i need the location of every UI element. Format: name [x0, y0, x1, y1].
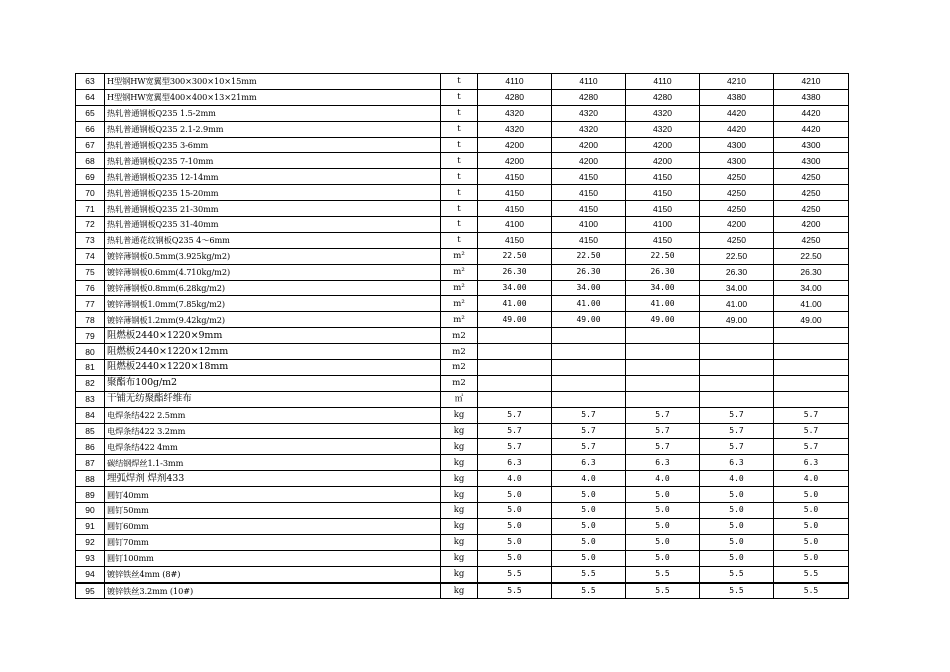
table-row	[76, 391, 849, 407]
material-name: 圆钉40mm	[105, 487, 441, 503]
price-cell: 4250	[700, 169, 774, 185]
material-name: 镀锌铁丝3.2mm (10#)	[105, 583, 441, 599]
price-cell: 4320	[478, 105, 552, 121]
material-name: 镀锌薄钢板0.8mm(6.28kg/m2)	[105, 280, 441, 296]
price-cell: 5.5	[552, 583, 626, 599]
price-cell: 4250	[700, 201, 774, 217]
price-cell	[774, 375, 849, 391]
price-cell: 4200	[552, 137, 626, 153]
price-cell: 4320	[552, 105, 626, 121]
price-cell: 4280	[552, 89, 626, 105]
price-cell: 41.00	[626, 296, 700, 312]
row-number: 85	[76, 423, 105, 439]
row-number: 63	[76, 74, 105, 90]
row-number: 81	[76, 360, 105, 376]
unit-cell: kg	[441, 503, 478, 519]
price-cell: 5.0	[552, 503, 626, 519]
price-cell: 4200	[478, 137, 552, 153]
table-row	[76, 105, 849, 121]
unit-cell: kg	[441, 407, 478, 423]
price-cell: 5.5	[626, 583, 700, 599]
price-cell: 4150	[626, 185, 700, 201]
table-row	[76, 550, 849, 566]
price-cell: 4300	[700, 137, 774, 153]
price-cell: 5.7	[626, 439, 700, 455]
unit-cell: t	[441, 217, 478, 233]
price-cell	[478, 328, 552, 344]
price-cell: 5.7	[552, 407, 626, 423]
price-cell: 4100	[626, 217, 700, 233]
price-cell: 49.00	[626, 312, 700, 328]
material-name: 圆钉50mm	[105, 503, 441, 519]
material-name: 镀锌薄钢板0.5mm(3.925kg/m2)	[105, 248, 441, 264]
price-cell: 4150	[626, 169, 700, 185]
price-cell: 5.0	[774, 503, 849, 519]
unit-cell: kg	[441, 439, 478, 455]
price-cell: 4210	[700, 74, 774, 90]
material-name: 阻燃板2440×1220×18mm	[105, 360, 441, 376]
row-number: 65	[76, 105, 105, 121]
price-cell	[700, 375, 774, 391]
table-row	[76, 503, 849, 519]
material-name: 圆钉70mm	[105, 534, 441, 550]
table-row	[76, 280, 849, 296]
table-row	[76, 137, 849, 153]
price-cell: 5.7	[478, 423, 552, 439]
table-row	[76, 360, 849, 376]
price-cell: 5.0	[626, 534, 700, 550]
price-cell: 4150	[478, 201, 552, 217]
row-number: 68	[76, 153, 105, 169]
price-cell: 6.3	[700, 455, 774, 471]
unit-cell: kg	[441, 423, 478, 439]
table-row	[76, 328, 849, 344]
unit-cell: kg	[441, 487, 478, 503]
table-row	[76, 344, 849, 360]
table-row	[76, 296, 849, 312]
material-name: 埋弧焊剂 焊剂433	[105, 471, 441, 487]
price-cell	[700, 360, 774, 376]
price-cell: 5.5	[774, 566, 849, 582]
row-number: 77	[76, 296, 105, 312]
table-row	[76, 439, 849, 455]
price-cell: 5.0	[700, 518, 774, 534]
material-name: 镀锌薄钢板0.6mm(4.710kg/m2)	[105, 264, 441, 280]
price-cell: 5.0	[700, 487, 774, 503]
price-cell: 26.30	[552, 264, 626, 280]
price-cell: 4250	[774, 169, 849, 185]
price-cell: 4.0	[552, 471, 626, 487]
table-row	[76, 153, 849, 169]
price-cell: 5.7	[700, 423, 774, 439]
price-cell: 4250	[774, 185, 849, 201]
table-row	[76, 487, 849, 503]
price-cell	[478, 391, 552, 407]
row-number: 92	[76, 534, 105, 550]
material-name: 热轧普通钢板Q235 21-30mm	[105, 201, 441, 217]
table-row	[76, 74, 849, 90]
price-cell: 5.0	[626, 518, 700, 534]
row-number: 75	[76, 264, 105, 280]
price-cell: 4200	[626, 153, 700, 169]
row-number: 87	[76, 455, 105, 471]
price-cell: 4150	[626, 201, 700, 217]
price-cell: 5.0	[774, 487, 849, 503]
price-cell: 5.5	[626, 566, 700, 582]
price-cell: 49.00	[478, 312, 552, 328]
price-cell: 4420	[700, 105, 774, 121]
price-cell: 4420	[774, 105, 849, 121]
price-cell: 41.00	[552, 296, 626, 312]
price-cell: 4200	[774, 217, 849, 233]
price-cell: 34.00	[626, 280, 700, 296]
material-name: H型钢HW宽翼型300×300×10×15mm	[105, 74, 441, 90]
table-row	[76, 217, 849, 233]
unit-cell: m²	[441, 312, 478, 328]
price-cell: 4250	[774, 201, 849, 217]
unit-cell: t	[441, 105, 478, 121]
price-cell: 22.50	[774, 248, 849, 264]
row-number: 76	[76, 280, 105, 296]
price-cell: 4.0	[700, 471, 774, 487]
price-cell: 4250	[774, 232, 849, 248]
price-cell: 6.3	[552, 455, 626, 471]
material-name: 电焊条结422 2.5mm	[105, 407, 441, 423]
row-number: 83	[76, 391, 105, 407]
price-cell: 5.5	[552, 566, 626, 582]
price-cell: 5.7	[700, 407, 774, 423]
price-cell	[552, 360, 626, 376]
material-name: 热轧普通钢板Q235 1.5-2mm	[105, 105, 441, 121]
row-number: 91	[76, 518, 105, 534]
unit-cell: kg	[441, 566, 478, 582]
material-name: 热轧普通钢板Q235 31-40mm	[105, 217, 441, 233]
price-cell: 5.0	[552, 534, 626, 550]
table-row	[76, 121, 849, 137]
row-number: 84	[76, 407, 105, 423]
material-name: H型钢HW宽翼型400×400×13×21mm	[105, 89, 441, 105]
material-name: 圆钉100mm	[105, 550, 441, 566]
price-cell: 4.0	[478, 471, 552, 487]
price-cell: 5.0	[478, 503, 552, 519]
price-cell: 49.00	[552, 312, 626, 328]
price-cell: 4200	[626, 137, 700, 153]
price-cell: 4300	[774, 137, 849, 153]
price-cell: 5.0	[774, 534, 849, 550]
price-cell: 4280	[626, 89, 700, 105]
row-number: 71	[76, 201, 105, 217]
price-cell: 4100	[552, 217, 626, 233]
price-cell	[774, 391, 849, 407]
price-cell: 5.5	[478, 566, 552, 582]
unit-cell: t	[441, 153, 478, 169]
price-cell: 5.0	[700, 534, 774, 550]
price-cell: 22.50	[478, 248, 552, 264]
unit-cell: kg	[441, 550, 478, 566]
row-number: 94	[76, 566, 105, 582]
row-number: 86	[76, 439, 105, 455]
unit-cell: t	[441, 121, 478, 137]
price-cell	[478, 360, 552, 376]
price-cell: 6.3	[626, 455, 700, 471]
table-row	[76, 264, 849, 280]
row-number: 95	[76, 583, 105, 599]
price-cell: 5.5	[478, 583, 552, 599]
price-cell: 5.5	[700, 566, 774, 582]
material-name: 阻燃板2440×1220×12mm	[105, 344, 441, 360]
unit-cell: t	[441, 201, 478, 217]
table-row	[76, 583, 849, 599]
price-cell: 4280	[478, 89, 552, 105]
price-cell: 4150	[478, 169, 552, 185]
unit-cell: ㎡	[441, 391, 478, 407]
row-number: 66	[76, 121, 105, 137]
material-name: 热轧普通钢板Q235 3-6mm	[105, 137, 441, 153]
price-cell: 5.7	[478, 439, 552, 455]
unit-cell: m2	[441, 328, 478, 344]
price-cell: 41.00	[774, 296, 849, 312]
price-cell: 22.50	[700, 248, 774, 264]
unit-cell: kg	[441, 455, 478, 471]
row-number: 88	[76, 471, 105, 487]
price-cell: 5.0	[626, 550, 700, 566]
price-cell: 5.7	[626, 407, 700, 423]
price-cell: 5.0	[552, 518, 626, 534]
row-number: 79	[76, 328, 105, 344]
row-number: 93	[76, 550, 105, 566]
price-cell: 5.0	[774, 518, 849, 534]
price-cell: 5.0	[700, 503, 774, 519]
price-cell: 41.00	[700, 296, 774, 312]
price-cell: 4110	[478, 74, 552, 90]
price-cell: 4380	[700, 89, 774, 105]
table-row	[76, 423, 849, 439]
price-cell: 5.5	[700, 583, 774, 599]
price-cell: 22.50	[552, 248, 626, 264]
price-cell: 26.30	[626, 264, 700, 280]
unit-cell: t	[441, 89, 478, 105]
material-name: 圆钉60mm	[105, 518, 441, 534]
price-cell	[552, 328, 626, 344]
table-row	[76, 407, 849, 423]
row-number: 89	[76, 487, 105, 503]
price-cell: 4320	[626, 105, 700, 121]
table-row	[76, 471, 849, 487]
material-name: 聚酯布100g/m2	[105, 375, 441, 391]
price-cell: 49.00	[774, 312, 849, 328]
price-cell: 4200	[552, 153, 626, 169]
price-cell: 5.0	[478, 518, 552, 534]
price-cell: 5.0	[626, 503, 700, 519]
price-cell: 4150	[552, 232, 626, 248]
price-cell: 5.0	[478, 534, 552, 550]
table-row	[76, 566, 849, 582]
table-body	[76, 74, 849, 599]
table-row	[76, 455, 849, 471]
price-cell	[626, 328, 700, 344]
row-number: 69	[76, 169, 105, 185]
table-row	[76, 248, 849, 264]
price-cell: 5.7	[774, 439, 849, 455]
price-cell: 6.3	[774, 455, 849, 471]
row-number: 80	[76, 344, 105, 360]
row-number: 72	[76, 217, 105, 233]
row-number: 70	[76, 185, 105, 201]
price-cell	[552, 391, 626, 407]
price-cell	[626, 344, 700, 360]
price-cell: 4250	[700, 185, 774, 201]
row-number: 67	[76, 137, 105, 153]
price-cell: 4150	[552, 185, 626, 201]
unit-cell: t	[441, 169, 478, 185]
unit-cell: m²	[441, 264, 478, 280]
price-cell: 6.3	[478, 455, 552, 471]
table-row	[76, 185, 849, 201]
price-cell: 26.30	[478, 264, 552, 280]
price-cell: 4100	[478, 217, 552, 233]
unit-cell: kg	[441, 518, 478, 534]
material-name: 电焊条结422 3.2mm	[105, 423, 441, 439]
price-cell: 5.0	[626, 487, 700, 503]
price-cell: 4.0	[626, 471, 700, 487]
price-cell: 22.50	[626, 248, 700, 264]
price-cell: 4200	[478, 153, 552, 169]
price-cell: 49.00	[700, 312, 774, 328]
unit-cell: kg	[441, 471, 478, 487]
price-cell: 5.7	[700, 439, 774, 455]
price-cell: 5.7	[552, 439, 626, 455]
price-cell	[552, 344, 626, 360]
price-cell: 5.0	[552, 550, 626, 566]
unit-cell: m2	[441, 375, 478, 391]
row-number: 73	[76, 232, 105, 248]
price-cell: 4.0	[774, 471, 849, 487]
table-row	[76, 534, 849, 550]
unit-cell: kg	[441, 534, 478, 550]
price-cell: 5.7	[774, 407, 849, 423]
unit-cell: m²	[441, 280, 478, 296]
row-number: 78	[76, 312, 105, 328]
price-cell: 4320	[552, 121, 626, 137]
material-name: 热轧普通钢板Q235 7-10mm	[105, 153, 441, 169]
price-cell: 4380	[774, 89, 849, 105]
price-cell: 4420	[700, 121, 774, 137]
price-cell: 4150	[552, 201, 626, 217]
price-cell: 5.7	[552, 423, 626, 439]
price-cell	[700, 328, 774, 344]
price-cell	[552, 375, 626, 391]
material-name: 镀锌薄钢板1.0mm(7.85kg/m2)	[105, 296, 441, 312]
unit-cell: t	[441, 137, 478, 153]
material-name: 热轧普通钢板Q235 12-14mm	[105, 169, 441, 185]
price-cell: 5.7	[774, 423, 849, 439]
price-cell: 5.7	[626, 423, 700, 439]
material-name: 镀锌铁丝4mm (8#)	[105, 566, 441, 582]
price-cell	[478, 344, 552, 360]
material-name: 干铺无纺聚酯纤维布	[105, 391, 441, 407]
unit-cell: m²	[441, 248, 478, 264]
price-cell: 5.0	[552, 487, 626, 503]
unit-cell: t	[441, 74, 478, 90]
price-cell	[774, 360, 849, 376]
table-row	[76, 375, 849, 391]
price-cell	[700, 391, 774, 407]
table-row	[76, 89, 849, 105]
price-cell: 5.0	[700, 550, 774, 566]
price-cell: 4110	[626, 74, 700, 90]
table-row	[76, 518, 849, 534]
price-cell: 34.00	[700, 280, 774, 296]
price-cell: 4250	[700, 232, 774, 248]
table-row	[76, 169, 849, 185]
price-cell: 4320	[626, 121, 700, 137]
unit-cell: m2	[441, 360, 478, 376]
row-number: 74	[76, 248, 105, 264]
price-cell	[626, 375, 700, 391]
price-cell	[774, 344, 849, 360]
unit-cell: kg	[441, 583, 478, 599]
material-name: 镀锌薄钢板1.2mm(9.42kg/m2)	[105, 312, 441, 328]
price-cell: 34.00	[774, 280, 849, 296]
price-cell: 4150	[478, 232, 552, 248]
price-cell: 5.7	[478, 407, 552, 423]
price-cell	[626, 391, 700, 407]
row-number: 90	[76, 503, 105, 519]
price-cell: 34.00	[552, 280, 626, 296]
price-cell: 4210	[774, 74, 849, 90]
row-number: 82	[76, 375, 105, 391]
unit-cell: m2	[441, 344, 478, 360]
material-name: 热轧普通钢板Q235 15-20mm	[105, 185, 441, 201]
table-row	[76, 312, 849, 328]
material-name: 阻燃板2440×1220×9mm	[105, 328, 441, 344]
price-cell: 4300	[700, 153, 774, 169]
price-cell: 34.00	[478, 280, 552, 296]
unit-cell: t	[441, 185, 478, 201]
table-row	[76, 232, 849, 248]
price-cell: 4150	[552, 169, 626, 185]
price-cell: 4420	[774, 121, 849, 137]
price-cell: 4150	[626, 232, 700, 248]
unit-cell: t	[441, 232, 478, 248]
price-cell: 4300	[774, 153, 849, 169]
price-table	[75, 73, 849, 599]
price-cell: 4110	[552, 74, 626, 90]
price-cell	[700, 344, 774, 360]
price-cell: 4150	[478, 185, 552, 201]
price-cell: 4320	[478, 121, 552, 137]
row-number: 64	[76, 89, 105, 105]
material-name: 电焊条结422 4mm	[105, 439, 441, 455]
table-row	[76, 201, 849, 217]
price-cell: 41.00	[478, 296, 552, 312]
price-cell: 5.0	[478, 550, 552, 566]
price-cell: 5.0	[774, 550, 849, 566]
price-cell	[774, 328, 849, 344]
price-cell: 26.30	[700, 264, 774, 280]
material-name: 热轧普通钢板Q235 2.1-2.9mm	[105, 121, 441, 137]
price-cell: 5.5	[774, 583, 849, 599]
material-name: 碳结钢焊丝1.1-3mm	[105, 455, 441, 471]
price-cell: 4200	[700, 217, 774, 233]
price-cell: 5.0	[478, 487, 552, 503]
price-cell: 26.30	[774, 264, 849, 280]
unit-cell: m²	[441, 296, 478, 312]
price-cell	[626, 360, 700, 376]
price-cell	[478, 375, 552, 391]
material-name: 热轧普通花纹钢板Q235 4～6mm	[105, 232, 441, 248]
